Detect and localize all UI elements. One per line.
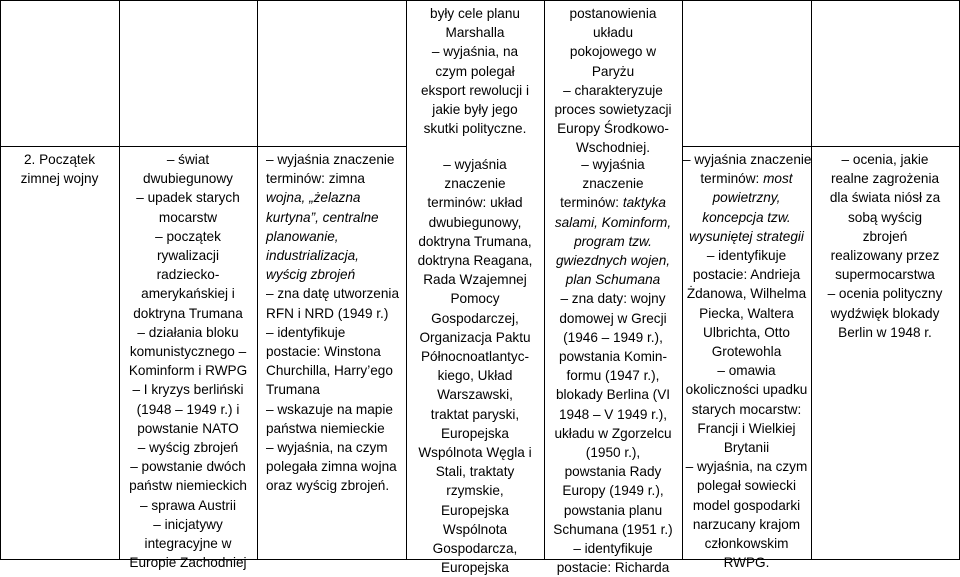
- cell-text-line: radziecko-: [156, 267, 220, 283]
- cell-text-line: rzymskie,: [446, 483, 504, 499]
- cell-text-line: znaczenie: [444, 176, 506, 192]
- cell-text-line: Berlin w 1948 r.: [838, 324, 932, 340]
- col1-main: [1, 150, 118, 188]
- cell-text-line: Schumana (1951 r.): [553, 521, 673, 537]
- cell-text-line: Churchilla, Harry’ego: [266, 363, 393, 379]
- cell-text-line: zimnej wojny: [20, 171, 99, 187]
- cell-text-line: polegał sowiecki: [697, 478, 796, 494]
- cell-text-line: formu (1947 r.),: [566, 368, 660, 384]
- cell-text-line: starych mocarstw:: [691, 401, 802, 417]
- cell-text-line: blokady Berlina (VI: [555, 387, 671, 403]
- cell-text-line: – identyfikuje: [706, 248, 787, 264]
- cell-text-line: dwubiegunowy,: [428, 214, 522, 230]
- cell-text-line: państw niemieckich: [129, 478, 247, 494]
- cell-text-line: Europejska: [440, 502, 509, 518]
- cell-text-line: Organizacja Paktu: [419, 329, 531, 345]
- cell-text-line: terminów: układ: [427, 195, 523, 211]
- cell-text-line: Europejska: [440, 560, 509, 576]
- cell-text-line: – wyjaśnia znaczenie: [266, 152, 395, 167]
- cell-text-line: doktryna Trumana: [133, 305, 243, 321]
- col2-main: [120, 150, 256, 572]
- cell-text-line: Ulbrichta, Otto: [703, 324, 790, 340]
- col3-main: [266, 150, 406, 496]
- cell-text-line: realne zagrożenia: [830, 171, 940, 187]
- cell-text-line: – upadek starych: [136, 190, 240, 206]
- cell-text-line: pokojowego w: [569, 44, 657, 60]
- cell-text-line: czym polegał: [435, 63, 515, 79]
- cell-text-line: znaczenie: [582, 176, 644, 192]
- cell-text-line: Europy (1949 r.),: [562, 483, 664, 499]
- cell-text-line: program tzw.: [574, 233, 652, 249]
- cell-text-line: wydźwięk blokady: [830, 305, 940, 321]
- cell-text-line: – powstanie dwóch: [130, 459, 246, 475]
- cell-text-line: Wspólnota Węgla i: [418, 445, 532, 461]
- col6-main: [683, 150, 810, 572]
- cell-text-line: – wskazuje na mapie: [266, 401, 393, 417]
- cell-text-line: powstania planu: [563, 502, 663, 518]
- cell-text-line: Rada Wzajemnej: [423, 272, 527, 288]
- cell-text-line: powietrzny,: [712, 190, 781, 206]
- cell-text-line: Pomocy: [450, 291, 500, 307]
- col7-main: [812, 150, 958, 342]
- cell-text-line: – świat: [166, 152, 210, 167]
- cell-text-line: Gospodarczej,: [431, 310, 519, 326]
- cell-text-line: układu w Zgorzelcu: [554, 425, 672, 441]
- col5-top: [545, 4, 681, 158]
- cell-text-line: sobą wyścig: [847, 209, 923, 225]
- cell-text-line: – wyjaśnia znaczenie: [683, 152, 812, 167]
- cell-text-line: Kominform i RWPG: [128, 363, 248, 379]
- col5-main: [545, 155, 681, 577]
- cell-text-line: – wyjaśnia: [443, 157, 507, 172]
- cell-text-line: powstania Komin-: [558, 349, 668, 365]
- cell-text-line: model gospodarki: [692, 497, 801, 513]
- cell-text-line: amerykańskiej i: [141, 286, 235, 302]
- cell-text-line: gwiezdnych wojen,: [555, 253, 671, 269]
- cell-text-line: proces sowietyzacji: [554, 102, 672, 118]
- cell-text-line: Gospodarcza,: [432, 541, 518, 557]
- cell-text-line: Piecka, Waltera: [699, 305, 794, 321]
- cell-text-line: – I kryzys berliński: [132, 382, 244, 398]
- cell-text-line: integracyjne w: [144, 536, 232, 552]
- cell-text-line: były cele planu: [430, 6, 520, 21]
- cell-text-line: realizowany przez: [830, 248, 940, 264]
- cell-text-line: Paryżu: [591, 63, 635, 79]
- cell-text-line: wysuniętej strategii: [689, 228, 804, 244]
- cell-text-line: polegała zimna wojna: [266, 459, 397, 475]
- row-divider: [0, 146, 406, 147]
- table-border: [0, 0, 960, 1]
- cell-text-line: – początek: [155, 228, 221, 244]
- cell-text-line: – inicjatywy: [153, 516, 223, 532]
- cell-text-line: Stali, traktaty: [435, 464, 515, 480]
- cell-text-line: – wyjaśnia: [581, 157, 645, 172]
- cell-text-line: traktat paryski,: [430, 406, 520, 422]
- table-border: [0, 0, 1, 560]
- cell-text-line: Europy Środkowo-: [557, 121, 669, 137]
- cell-text-line: – działania bloku: [137, 324, 239, 340]
- cell-text-line: – wyjaśnia, na: [431, 44, 519, 60]
- cell-text-line: koncepcja tzw.: [702, 209, 791, 225]
- cell-text-line: skutki polityczne.: [423, 121, 527, 137]
- cell-text-line: – omawia: [717, 363, 776, 379]
- cell-text-line: postanowienia: [569, 6, 657, 21]
- cell-text-line: – wyjaśnia, na czym: [685, 459, 808, 475]
- cell-text-line: zbrojeń: [862, 228, 908, 244]
- cell-text-line: – wyjaśnia, na czym: [266, 440, 388, 456]
- cell-text-line: powstania Rady: [564, 464, 662, 480]
- col4-top: [407, 4, 543, 138]
- cell-text-line: – identyfikuje: [573, 541, 653, 557]
- cell-text-line: rywalizacji: [157, 248, 219, 264]
- cell-text-line: Europie Zachodniej: [129, 555, 247, 571]
- cell-text-line: okoliczności upadku: [685, 382, 808, 398]
- cell-text-line: komunistycznego –: [129, 344, 247, 360]
- cell-text-line: RWPG.: [723, 555, 770, 571]
- cell-text-line: wojna, „żelazna: [266, 190, 361, 206]
- cell-text-line: – zna daty: wojny: [560, 291, 666, 307]
- cell-text-line: narzucany krajom: [692, 516, 801, 532]
- cell-text-line: Żdanowa, Wilhelma: [686, 286, 807, 302]
- cell-text-line: – zna datę utworzenia: [266, 286, 400, 302]
- cell-text-line: postacie: Winstona: [266, 344, 381, 360]
- cell-text-line: mocarstw: [158, 209, 218, 225]
- cell-text-line: domowej w Grecji: [559, 310, 667, 326]
- cell-text-line: Marshalla: [445, 25, 505, 41]
- cell-text-line: terminów: zimna: [266, 171, 365, 187]
- cell-text-line: oraz wyścig zbrojeń.: [266, 478, 390, 494]
- cell-text-line: 2. Początek: [23, 152, 96, 167]
- cell-text-line: Grotewohla: [711, 344, 782, 360]
- cell-text-line: Warszawski,: [437, 387, 513, 403]
- cell-text-line: industrializacja,: [266, 248, 359, 264]
- col4-main: [407, 155, 543, 577]
- cell-text-line: eksport rewolucji i: [420, 82, 530, 98]
- cell-text-line: postacie: Richarda: [556, 560, 670, 576]
- cell-text-line: państwa niemieckie: [266, 420, 385, 436]
- cell-text-line: doktryna Reagana,: [417, 253, 533, 269]
- row-divider: [682, 146, 960, 147]
- cell-text-line: planowanie,: [266, 228, 339, 244]
- cell-text-line: członkowskim: [704, 536, 789, 552]
- cell-text-line: dla świata niósł za: [829, 190, 941, 206]
- cell-text-line: postacie: Andrieja: [692, 267, 801, 283]
- cell-text-line: (1946 – 1949 r.),: [563, 329, 663, 345]
- cell-text-line: salami, Kominform,: [554, 214, 672, 230]
- cell-text-line: – charakteryzuje: [563, 82, 663, 98]
- cell-text-line: kiego, Układ: [437, 368, 513, 384]
- cell-text-line: wyścig zbrojeń: [266, 267, 356, 283]
- cell-text-line: Północnoatlantyc-: [420, 349, 530, 365]
- cell-text-line: dwubiegunowy: [143, 171, 233, 187]
- cell-text-line: terminów: most: [700, 171, 793, 187]
- cell-text-line: doktryna Trumana,: [418, 233, 532, 249]
- cell-text-line: – sprawa Austrii: [140, 497, 236, 513]
- table-border: [257, 0, 258, 560]
- cell-text-line: powstanie NATO: [137, 420, 239, 436]
- cell-text-line: kurtyna”, centralne: [266, 209, 379, 225]
- cell-text-line: Wschodniej.: [575, 140, 651, 156]
- cell-text-line: supermocarstwa: [835, 267, 935, 283]
- cell-text-line: jakie były jego: [432, 102, 518, 118]
- cell-text-line: Wspólnota: [442, 521, 508, 537]
- cell-text-line: Trumana: [266, 382, 320, 398]
- cell-text-line: (1950 r.),: [585, 445, 641, 461]
- cell-text-line: Brytanii: [723, 440, 770, 456]
- cell-text-line: – identyfikuje: [266, 324, 346, 340]
- cell-text-line: – ocenia polityczny: [827, 286, 943, 302]
- cell-text-line: – wyścig zbrojeń: [137, 440, 239, 456]
- cell-text-line: terminów: taktyka: [560, 195, 666, 211]
- cell-text-line: plan Schumana: [565, 272, 661, 288]
- cell-text-line: układu: [592, 25, 634, 41]
- cell-text-line: Francji i Wielkiej: [697, 420, 796, 436]
- cell-text-line: Europejska: [440, 425, 509, 441]
- cell-text-line: (1948 – 1949 r.) i: [136, 401, 240, 417]
- cell-text-line: 1948 – V 1949 r.),: [558, 406, 668, 422]
- cell-text-line: – ocenia, jakie: [841, 152, 929, 167]
- cell-text-line: RFN i NRD (1949 r.): [266, 305, 389, 321]
